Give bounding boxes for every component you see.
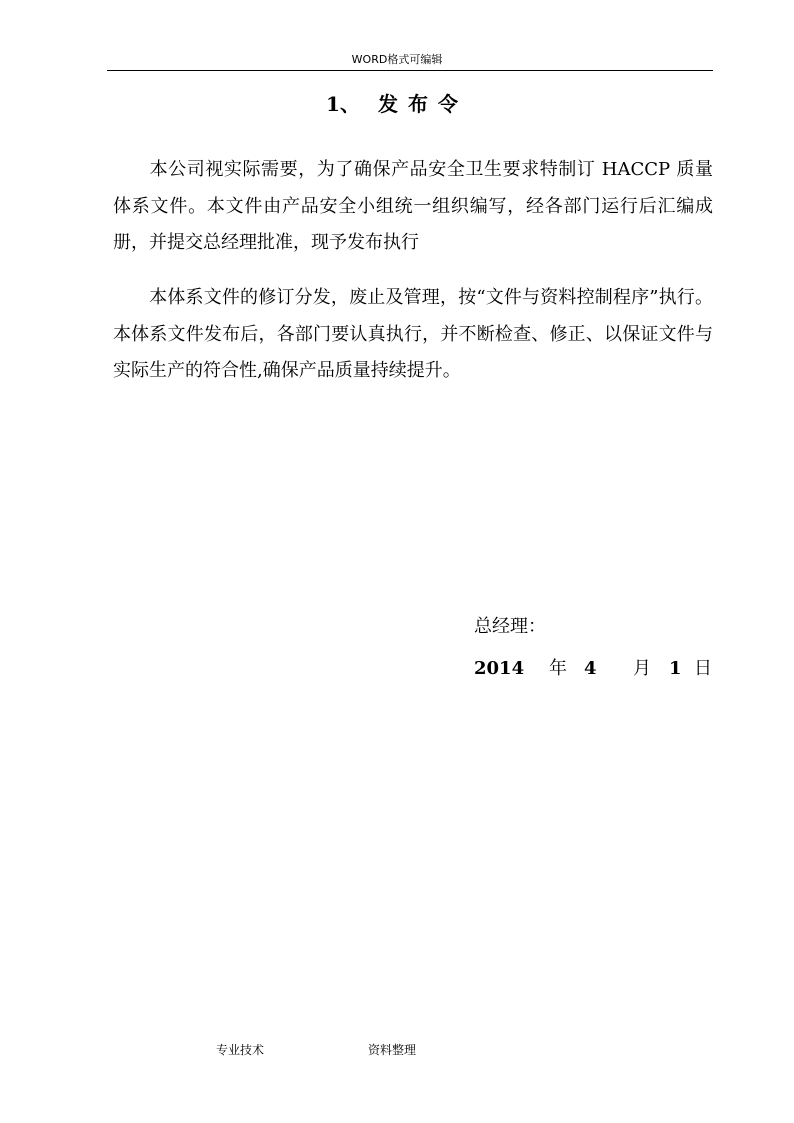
date-year-unit: 年 bbox=[549, 658, 567, 679]
date-day: 1 bbox=[669, 658, 682, 679]
footer-right-text: 资料整理 bbox=[368, 1043, 417, 1057]
title-text: 发布令 bbox=[377, 92, 468, 116]
date-year: 2014 bbox=[474, 658, 525, 679]
date-month-unit: 月 bbox=[633, 658, 651, 679]
paragraph-1-text: 本公司视实际需要，为了确保产品安全卫生要求特制订 HACCP 质量体系文件。本文件由产品安全小组统一组织编写，经各部门运行后汇编成册，并提交总经理批准，现予发布执行 bbox=[113, 159, 713, 253]
date-line bbox=[474, 656, 734, 682]
body-paragraph-1 bbox=[113, 152, 713, 262]
page-header: WORD格式可编辑 bbox=[351, 53, 443, 66]
document-title bbox=[0, 91, 794, 117]
footer-left-text: 专业技术 bbox=[216, 1043, 265, 1057]
signature-label: 总经理： bbox=[474, 616, 546, 637]
title-number: 1、 bbox=[326, 92, 360, 116]
date-day-unit: 日 bbox=[694, 658, 712, 679]
paragraph-2-text: 本体系文件的修订分发，废止及管理，按“文件与资料控制程序”执行。本体系文件发布后，各部门要认真执行，并不断检查、修正、以保证文件与实际生产的符合性,确保产品质量持续提升。 bbox=[113, 287, 713, 381]
date-month: 4 bbox=[584, 658, 597, 679]
body-paragraph-2 bbox=[113, 280, 713, 390]
header-divider bbox=[107, 70, 713, 71]
